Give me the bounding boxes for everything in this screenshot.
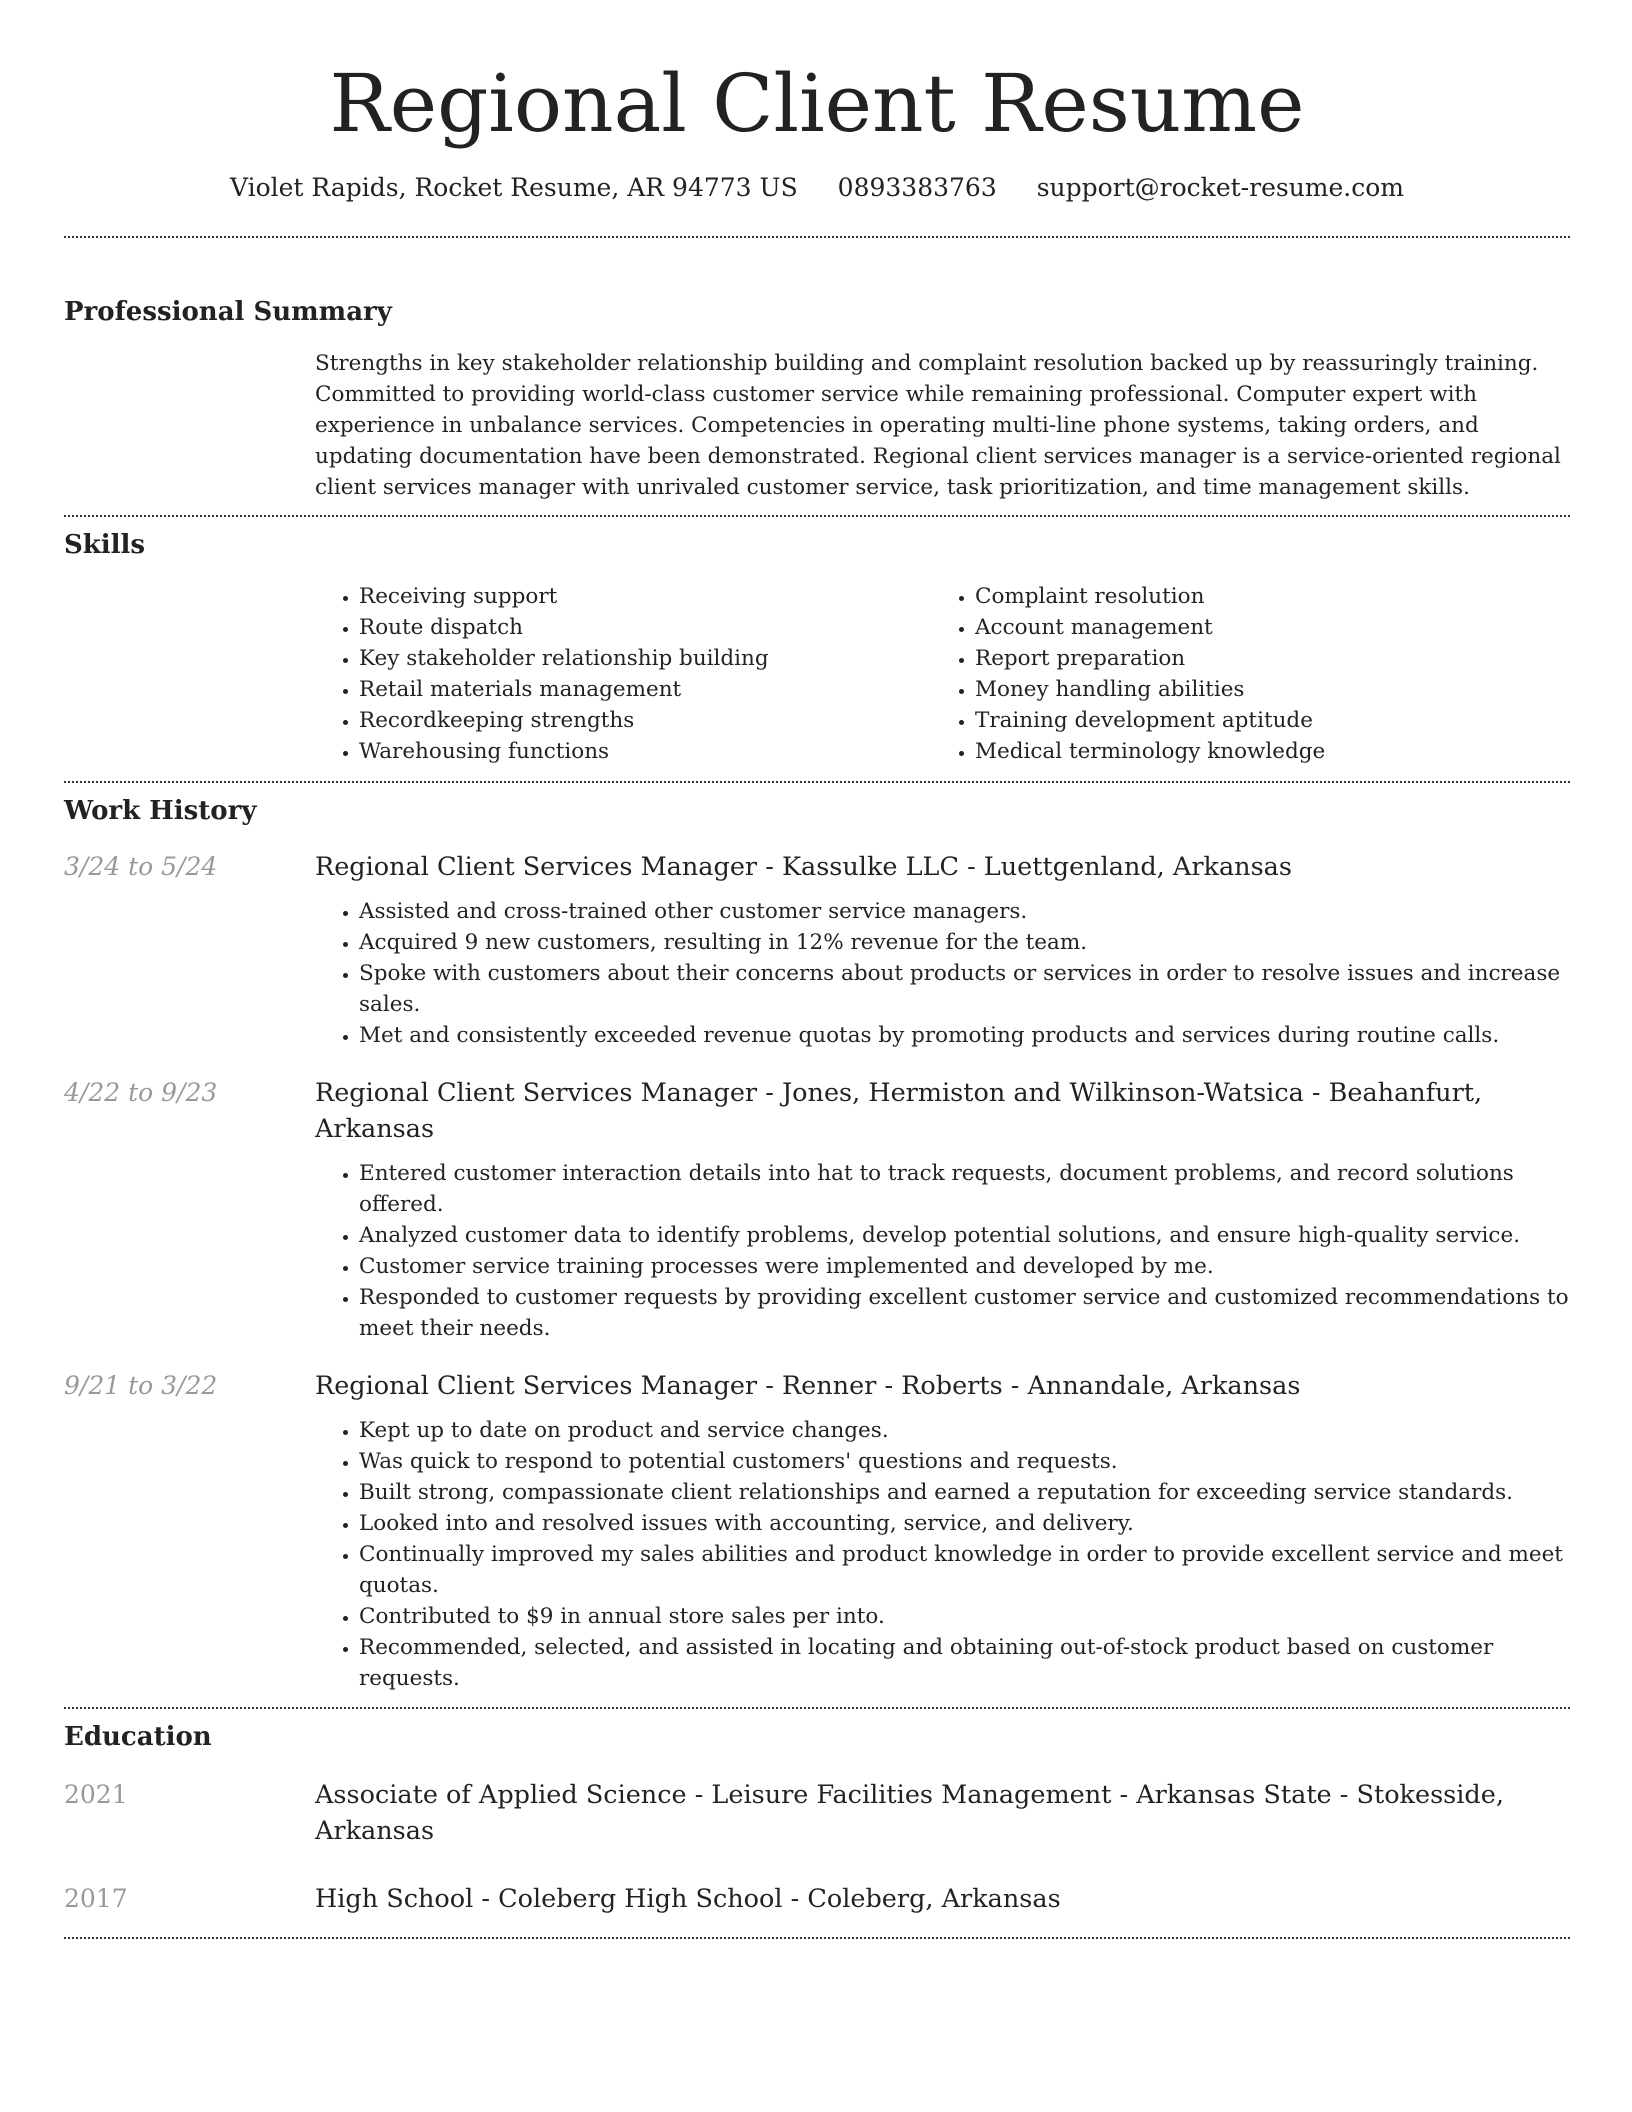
list-item: • Contributed to $9 in annual store sales per into. [359,1601,1570,1632]
list-item: • Key stakeholder relationship building [359,643,931,674]
list-item: • Acquired 9 new customers, resulting in 12% revenue for the team. [359,927,1570,958]
education-entry [64,1777,1570,1849]
list-item: • Route dispatch [359,612,931,643]
job-bullets [315,1158,1570,1344]
list-item: • Recommended, selected, and assisted in locating and obtaining out-of-stock product based on customer requests. [359,1632,1570,1694]
skills-list-left [315,581,931,767]
list-item: • Money handling abilities [975,674,1547,705]
list-item: • Built strong, compassionate client relationships and earned a reputation for exceeding service standards. [359,1477,1570,1508]
skills-column-right [931,581,1547,767]
list-item: • Spoke with customers about their concerns about products or services in order to resolve issues and increase sales. [359,958,1570,1020]
job-dates: 4/22 to 9/23 [64,1078,218,1107]
list-item: • Was quick to respond to potential customers' questions and requests. [359,1446,1570,1477]
job-dates: 3/24 to 5/24 [64,852,218,881]
contact-line [64,170,1570,206]
skills-column-left [315,581,931,767]
section-heading-summary: Professional Summary [64,297,392,327]
list-item: • Kept up to date on product and service changes. [359,1415,1570,1446]
job-bullets [315,1415,1570,1694]
section-heading-skills: Skills [64,530,146,560]
contact-email: support@rocket-resume.com [1036,173,1404,202]
job-header [64,1075,1570,1147]
list-item: • Account management [975,612,1547,643]
job-entry [64,1075,1570,1344]
education-entry [64,1881,1570,1917]
summary-body [315,348,1570,503]
job-title: Regional Client Services Manager - Jones, Hermiston and Wilkinson-Watsica - Beahanfurt, Arkansas [315,1078,1483,1144]
education-title: Associate of Applied Science - Leisure Facilities Management - Arkansas State - Stokesside, Arkansas [315,1780,1504,1846]
job-bullet-list [315,1415,1570,1694]
list-item: • Medical terminology knowledge [975,736,1547,767]
list-item: • Receiving support [359,581,931,612]
job-bullets [315,896,1570,1051]
list-item: • Assisted and cross-trained other customer service managers. [359,896,1570,927]
education-year: 2021 [64,1780,128,1809]
list-item: • Analyzed customer data to identify problems, develop potential solutions, and ensure high-quality service. [359,1220,1570,1251]
list-item: • Recordkeeping strengths [359,705,931,736]
job-entry [64,849,1570,1051]
section-heading-work: Work History [64,796,257,826]
section-heading-education: Education [64,1722,212,1752]
divider [64,515,1570,517]
resume-title: Regional Client Resume [329,57,1305,150]
education-section [64,1719,1570,1917]
divider [64,781,1570,783]
list-item: • Customer service training processes were implemented and developed by me. [359,1251,1570,1282]
resume-page [64,0,1570,1939]
divider [64,236,1570,238]
list-item: • Complaint resolution [975,581,1547,612]
job-bullet-list [315,1158,1570,1344]
list-item: • Responded to customer requests by providing excellent customer service and customized recommendations to meet their needs. [359,1282,1570,1344]
job-entry [64,1368,1570,1694]
job-header [64,849,1570,885]
list-item: • Warehousing functions [359,736,931,767]
list-item: • Report preparation [975,643,1547,674]
divider [64,1707,1570,1709]
education-title: High School - Coleberg High School - Coleberg, Arkansas [315,1884,1061,1914]
list-item: • Training development aptitude [975,705,1547,736]
job-title: Regional Client Services Manager - Kassulke LLC - Luettgenland, Arkansas [315,852,1292,882]
summary-text: Strengths in key stakeholder relationship building and complaint resolution backed up by reassuringly training. Committed to providing world-class customer service while remaining professional. Computer expert with experience in unbalance services. Competencies in operating multi-line phone systems, taking orders, and updating documentation have been demonstrated. Regional client services manager is a service-oriented regional client services manager with unrivaled customer service, task prioritization, and time management skills. [315,351,1561,500]
list-item: • Looked into and resolved issues with accounting, service, and delivery. [359,1508,1570,1539]
summary-section [64,294,1570,503]
list-item: • Retail materials management [359,674,931,705]
work-section [64,793,1570,1694]
list-item: • Continually improved my sales abilities and product knowledge in order to provide excellent service and meet quotas. [359,1539,1570,1601]
list-item: • Entered customer interaction details into hat to track requests, document problems, and record solutions offered. [359,1158,1570,1220]
job-header [64,1368,1570,1404]
education-year: 2017 [64,1884,128,1913]
job-title: Regional Client Services Manager - Renner - Roberts - Annandale, Arkansas [315,1371,1301,1401]
job-dates: 9/21 to 3/22 [64,1371,218,1400]
contact-phone: 0893383763 [837,173,997,202]
divider [64,1937,1570,1939]
job-bullet-list [315,896,1570,1051]
list-item: • Met and consistently exceeded revenue quotas by promoting products and services during routine calls. [359,1020,1570,1051]
skills-section [64,527,1570,767]
skills-columns [315,581,1570,767]
skills-list-right [931,581,1547,767]
contact-address: Violet Rapids, Rocket Resume, AR 94773 US [229,173,798,202]
